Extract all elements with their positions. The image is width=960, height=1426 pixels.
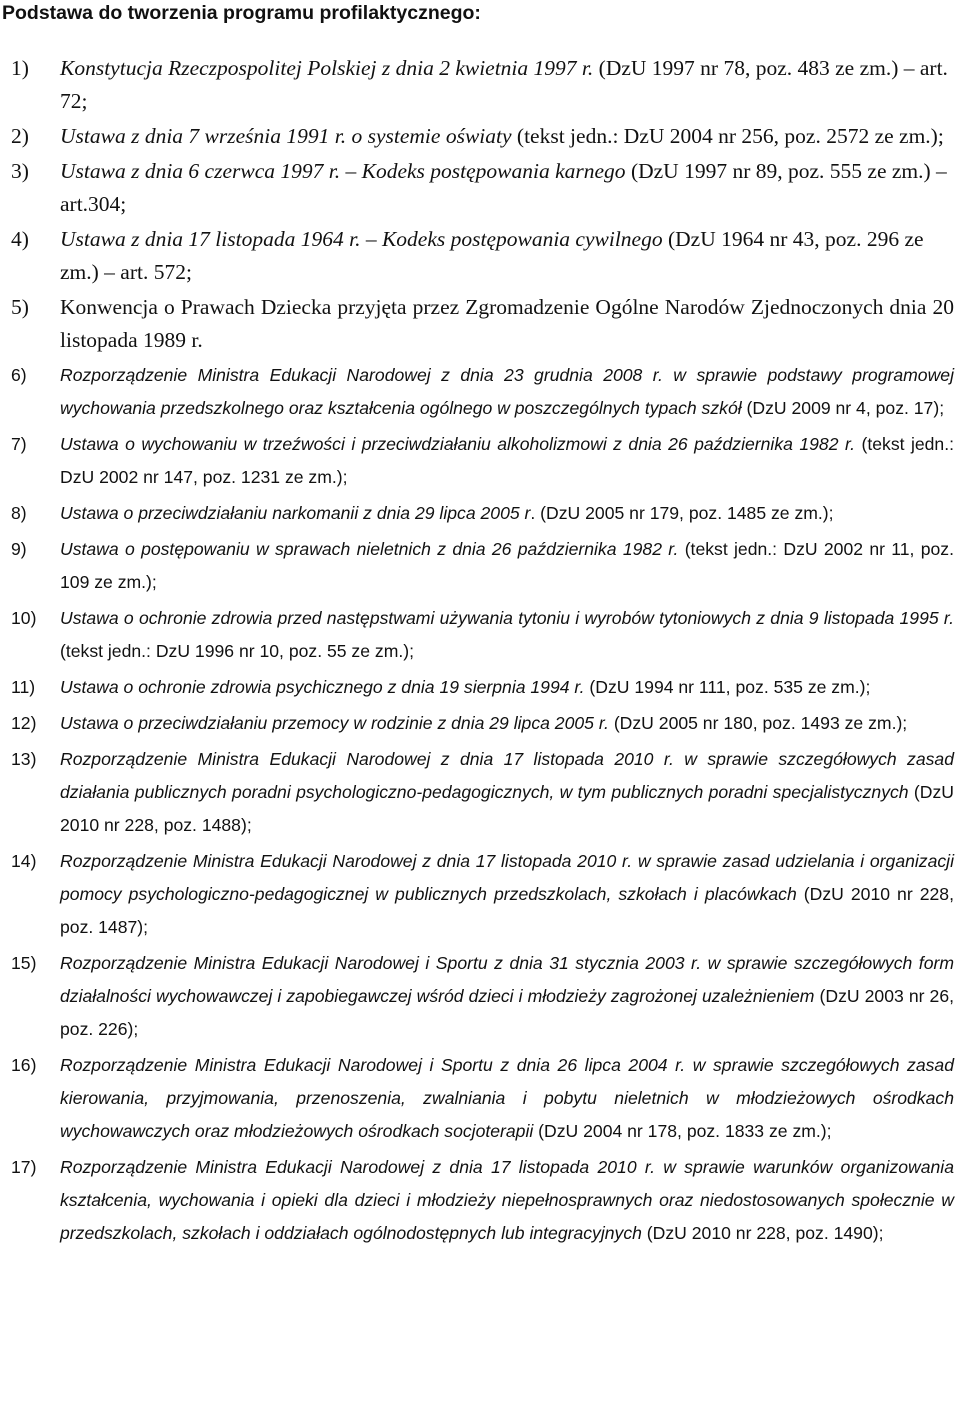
list-item [8,223,954,289]
item-title: Rozporządzenie Ministra Edukacji Narodowej z dnia 23 grudnia 2008 r. w sprawie podstawy programowej wychowania przedszkolnego oraz kształcenia ogólnego w poszczególnych typach szkół [60,365,954,418]
item-number: 16) [11,1055,37,1075]
item-number: 2) [11,124,29,148]
list-item [8,947,954,1046]
item-number: 15) [11,953,37,973]
list-item [8,743,954,842]
item-citation: (DzU 2003 nr 26, poz. 226); [60,986,954,1039]
item-title: Rozporządzenie Ministra Edukacji Narodowej z dnia 17 listopada 2010 r. w sprawie zasad udzielania i organizacji pomocy psychologiczno-pedagogicznej w publicznych przedszkolach, szkołach i placówkach [60,851,954,904]
item-citation: . (DzU 2005 nr 179, poz. 1485 ze zm.); [530,503,834,523]
list-item [8,120,954,153]
item-title: Ustawa o postępowaniu w sprawach nieletnich z dnia 26 października 1982 r. [60,539,679,559]
item-title: Ustawa o przeciwdziałaniu przemocy w rodzinie z dnia 29 lipca 2005 r. [60,713,609,733]
list-item [8,155,954,221]
list-item [8,52,954,118]
item-number: 14) [11,851,37,871]
list-item [8,707,954,740]
legal-basis-list [8,52,954,1250]
item-number: 3) [11,159,29,183]
item-citation: (DzU 2010 nr 228, poz. 1487); [60,884,954,937]
list-item [8,497,954,530]
item-title: Rozporządzenie Ministra Edukacji Narodowej i Sportu z dnia 26 lipca 2004 r. w sprawie szczegółowych zasad kierowania, przyjmowania, przenoszenia, zwalniania i pobytu nieletnich w młodzieżowych ośrodkach wychowawczych oraz młodzieżowych ośrodkach socjoterapii [60,1055,954,1141]
item-citation: (DzU 2009 nr 4, poz. 17); [741,398,945,418]
item-citation: (tekst jedn.: DzU 2002 nr 11, poz. 109 ze zm.); [60,539,954,592]
item-citation: Konwencja o Prawach Dziecka przyjęta przez Zgromadzenie Ogólne Narodów Zjednoczonych dnia 20 listopada 1989 r. [60,295,954,352]
item-title: Ustawa z dnia 7 września 1991 r. o systemie oświaty [60,124,512,148]
list-item [8,291,954,357]
item-title: Ustawa z dnia 6 czerwca 1997 r. – Kodeks postępowania karnego [60,159,626,183]
item-number: 8) [11,503,27,523]
item-number: 13) [11,749,37,769]
item-citation: (DzU 2010 nr 228, poz. 1490); [641,1223,884,1243]
item-number: 9) [11,539,27,559]
item-number: 6) [11,365,27,385]
item-number: 1) [11,56,29,80]
document-heading: Podstawa do tworzenia programu profilaktycznego: [2,2,481,24]
item-citation: (tekst jedn.: DzU 1996 nr 10, poz. 55 ze zm.); [60,641,414,661]
item-citation: (DzU 2004 nr 178, poz. 1833 ze zm.); [533,1121,832,1141]
item-number: 17) [11,1157,37,1177]
list-item [8,671,954,704]
item-citation: (DzU 1994 nr 111, poz. 535 ze zm.); [584,677,871,697]
item-title: Konstytucja Rzeczpospolitej Polskiej z dnia 2 kwietnia 1997 r. [60,56,594,80]
list-item [8,845,954,944]
item-title: Rozporządzenie Ministra Edukacji Narodowej z dnia 17 listopada 2010 r. w sprawie warunków organizowania kształcenia, wychowania i opieki dla dzieci i młodzieży niepełnosprawnych oraz niedostosowanych społecznie w przedszkolach, szkołach i oddziałach ogólnodostępnych lub integracyjnych [60,1157,954,1243]
list-item [8,428,954,494]
item-number: 4) [11,227,29,251]
list-item [8,359,954,425]
item-citation: (DzU 2010 nr 228, poz. 1488); [60,782,954,835]
item-citation: (tekst jedn.: DzU 2002 nr 147, poz. 1231 ze zm.); [60,434,954,487]
item-title: Ustawa o przeciwdziałaniu narkomanii z dnia 29 lipca 2005 r [60,503,531,523]
item-citation: (DzU 1997 nr 78, poz. 483 ze zm.) – art. 72; [60,56,948,113]
item-number: 10) [11,608,37,628]
item-title: Rozporządzenie Ministra Edukacji Narodowej z dnia 17 listopada 2010 r. w sprawie szczegółowych zasad działania publicznych poradni psychologiczno-pedagogicznych, w tym publicznych poradni specjalistycznych [60,749,954,802]
list-item [8,1151,954,1250]
item-title: Ustawa o ochronie zdrowia psychicznego z dnia 19 sierpnia 1994 r. [60,677,585,697]
item-citation: (tekst jedn.: DzU 2004 nr 256, poz. 2572 ze zm.); [511,124,944,148]
item-citation: (DzU 1997 nr 89, poz. 555 ze zm.) – art.304; [60,159,947,216]
item-title: Ustawa o wychowaniu w trzeźwości i przeciwdziałaniu alkoholizmowi z dnia 26 października 1982 r. [60,434,856,454]
item-title: Ustawa o ochronie zdrowia przed następstwami używania tytoniu i wyrobów tytoniowych z dnia 9 listopada 1995 r. [60,608,954,628]
item-number: 12) [11,713,37,733]
list-item [8,533,954,599]
item-number: 11) [11,677,36,697]
item-citation: (DzU 1964 nr 43, poz. 296 ze zm.) – art. 572; [60,227,924,284]
item-citation: (DzU 2005 nr 180, poz. 1493 ze zm.); [608,713,908,733]
item-title: Ustawa z dnia 17 listopada 1964 r. – Kodeks postępowania cywilnego [60,227,663,251]
item-number: 5) [11,295,29,319]
item-title: Rozporządzenie Ministra Edukacji Narodowej i Sportu z dnia 31 stycznia 2003 r. w sprawie szczegółowych form działalności wychowawczej i zapobiegawczej wśród dzieci i młodzieży zagrożonej uzależnieniem [60,953,954,1006]
list-item [8,1049,954,1148]
item-number: 7) [11,434,27,454]
list-item [8,602,954,668]
